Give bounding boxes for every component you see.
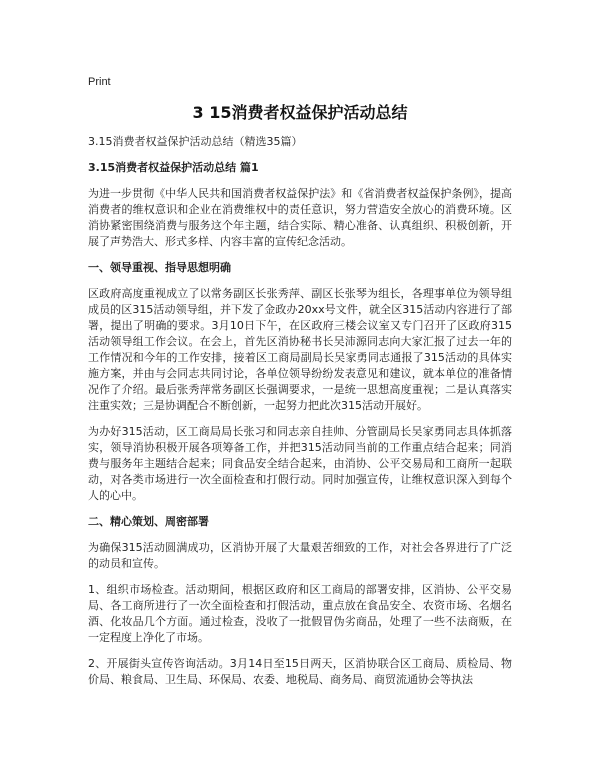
leadership-paragraph: 区政府高度重视成立了以常务副区长张秀萍、副区长张琴为组长，各理事单位为领导组成员的区315活动领导组，并下发了金政办20xx号文件，就全区315活动内容进行了部署，提出了明确的要求。3月10日下午，在区政府三楼会议室又专门召开了区政府315活动领导组工作会议。在会上，首先区消协秘书长吴沛源同志向大家汇报了过去一年的工作情况和今年的工作安排，接着区工商局副局长吴家勇同志通报了315活动的具体实施方案，并由与会同志共同讨论，各单位领导纷纷发表意见和建议，就本单位的准备情况作了介绍。最后张秀萍常务副区长强调要求，一是统一思想高度重视；二是认真落实注重实效；三是协调配合不断创新，一起努力把此次315活动开展好。	[88, 287, 512, 412]
section-heading: 3.15消费者权益保护活动总结 篇1	[88, 161, 259, 174]
street-promotion-paragraph: 2、开展街头宣传咨询活动。3月14日至15日两天，区消协联合区工商局、质检局、物价局、粮食局、卫生局、环保局、农委、地税局、商务局、商贸流通协会等执法	[88, 657, 512, 686]
print-link[interactable]: Print	[88, 76, 111, 88]
planning-paragraph: 为确保315活动圆满成功，区消协开展了大量艰苦细致的工作，对社会各界进行了广泛的动员和宣传。	[88, 541, 512, 570]
intro-paragraph: 为进一步贯彻《中华人民共和国消费者权益保护法》和《省消费者权益保护条例》，提高消费者的维权意识和企业在消费维权中的责任意识，努力营造安全放心的消费环境。区消协紧密围绕消费与服务这个年主题，结合实际、精心准备、认真组织、积极创新，开展了声势浩大、形式多样、内容丰富的宣传纪念活动。	[88, 187, 512, 248]
market-inspection-paragraph: 1、组织市场检查。活动期间，根据区政府和区工商局的部署安排，区消协、公平交易局、各工商所进行了一次全面检查和打假活动，重点放在食品安全、农资市场、名烟名酒、化妆品几个方面。通过检查，没收了一批假冒伪劣商品，处理了一些不法商贩，在一定程度上净化了市场。	[88, 583, 512, 644]
document-subtitle: 3.15消费者权益保护活动总结（精选35篇）	[88, 135, 303, 148]
preparation-paragraph: 为办好315活动，区工商局局长张习和同志亲自挂帅、分管副局长吴家勇同志具体抓落实，领导消协积极开展各项筹备工作，并把315活动同当前的工作重点结合起来；同消费与服务年主题结合起来；同食品安全结合起来，由消协、公平交易局和工商所一起联动，对各类市场进行一次全面检查和打假行动。同时加强宣传，让维权意识深入到每个人的心中。	[88, 425, 512, 502]
heading-leadership: 一、领导重视、指导思想明确	[88, 261, 231, 274]
document-title: 3 15消费者权益保护活动总结	[192, 103, 408, 122]
heading-planning: 二、精心策划、周密部署	[88, 515, 209, 528]
